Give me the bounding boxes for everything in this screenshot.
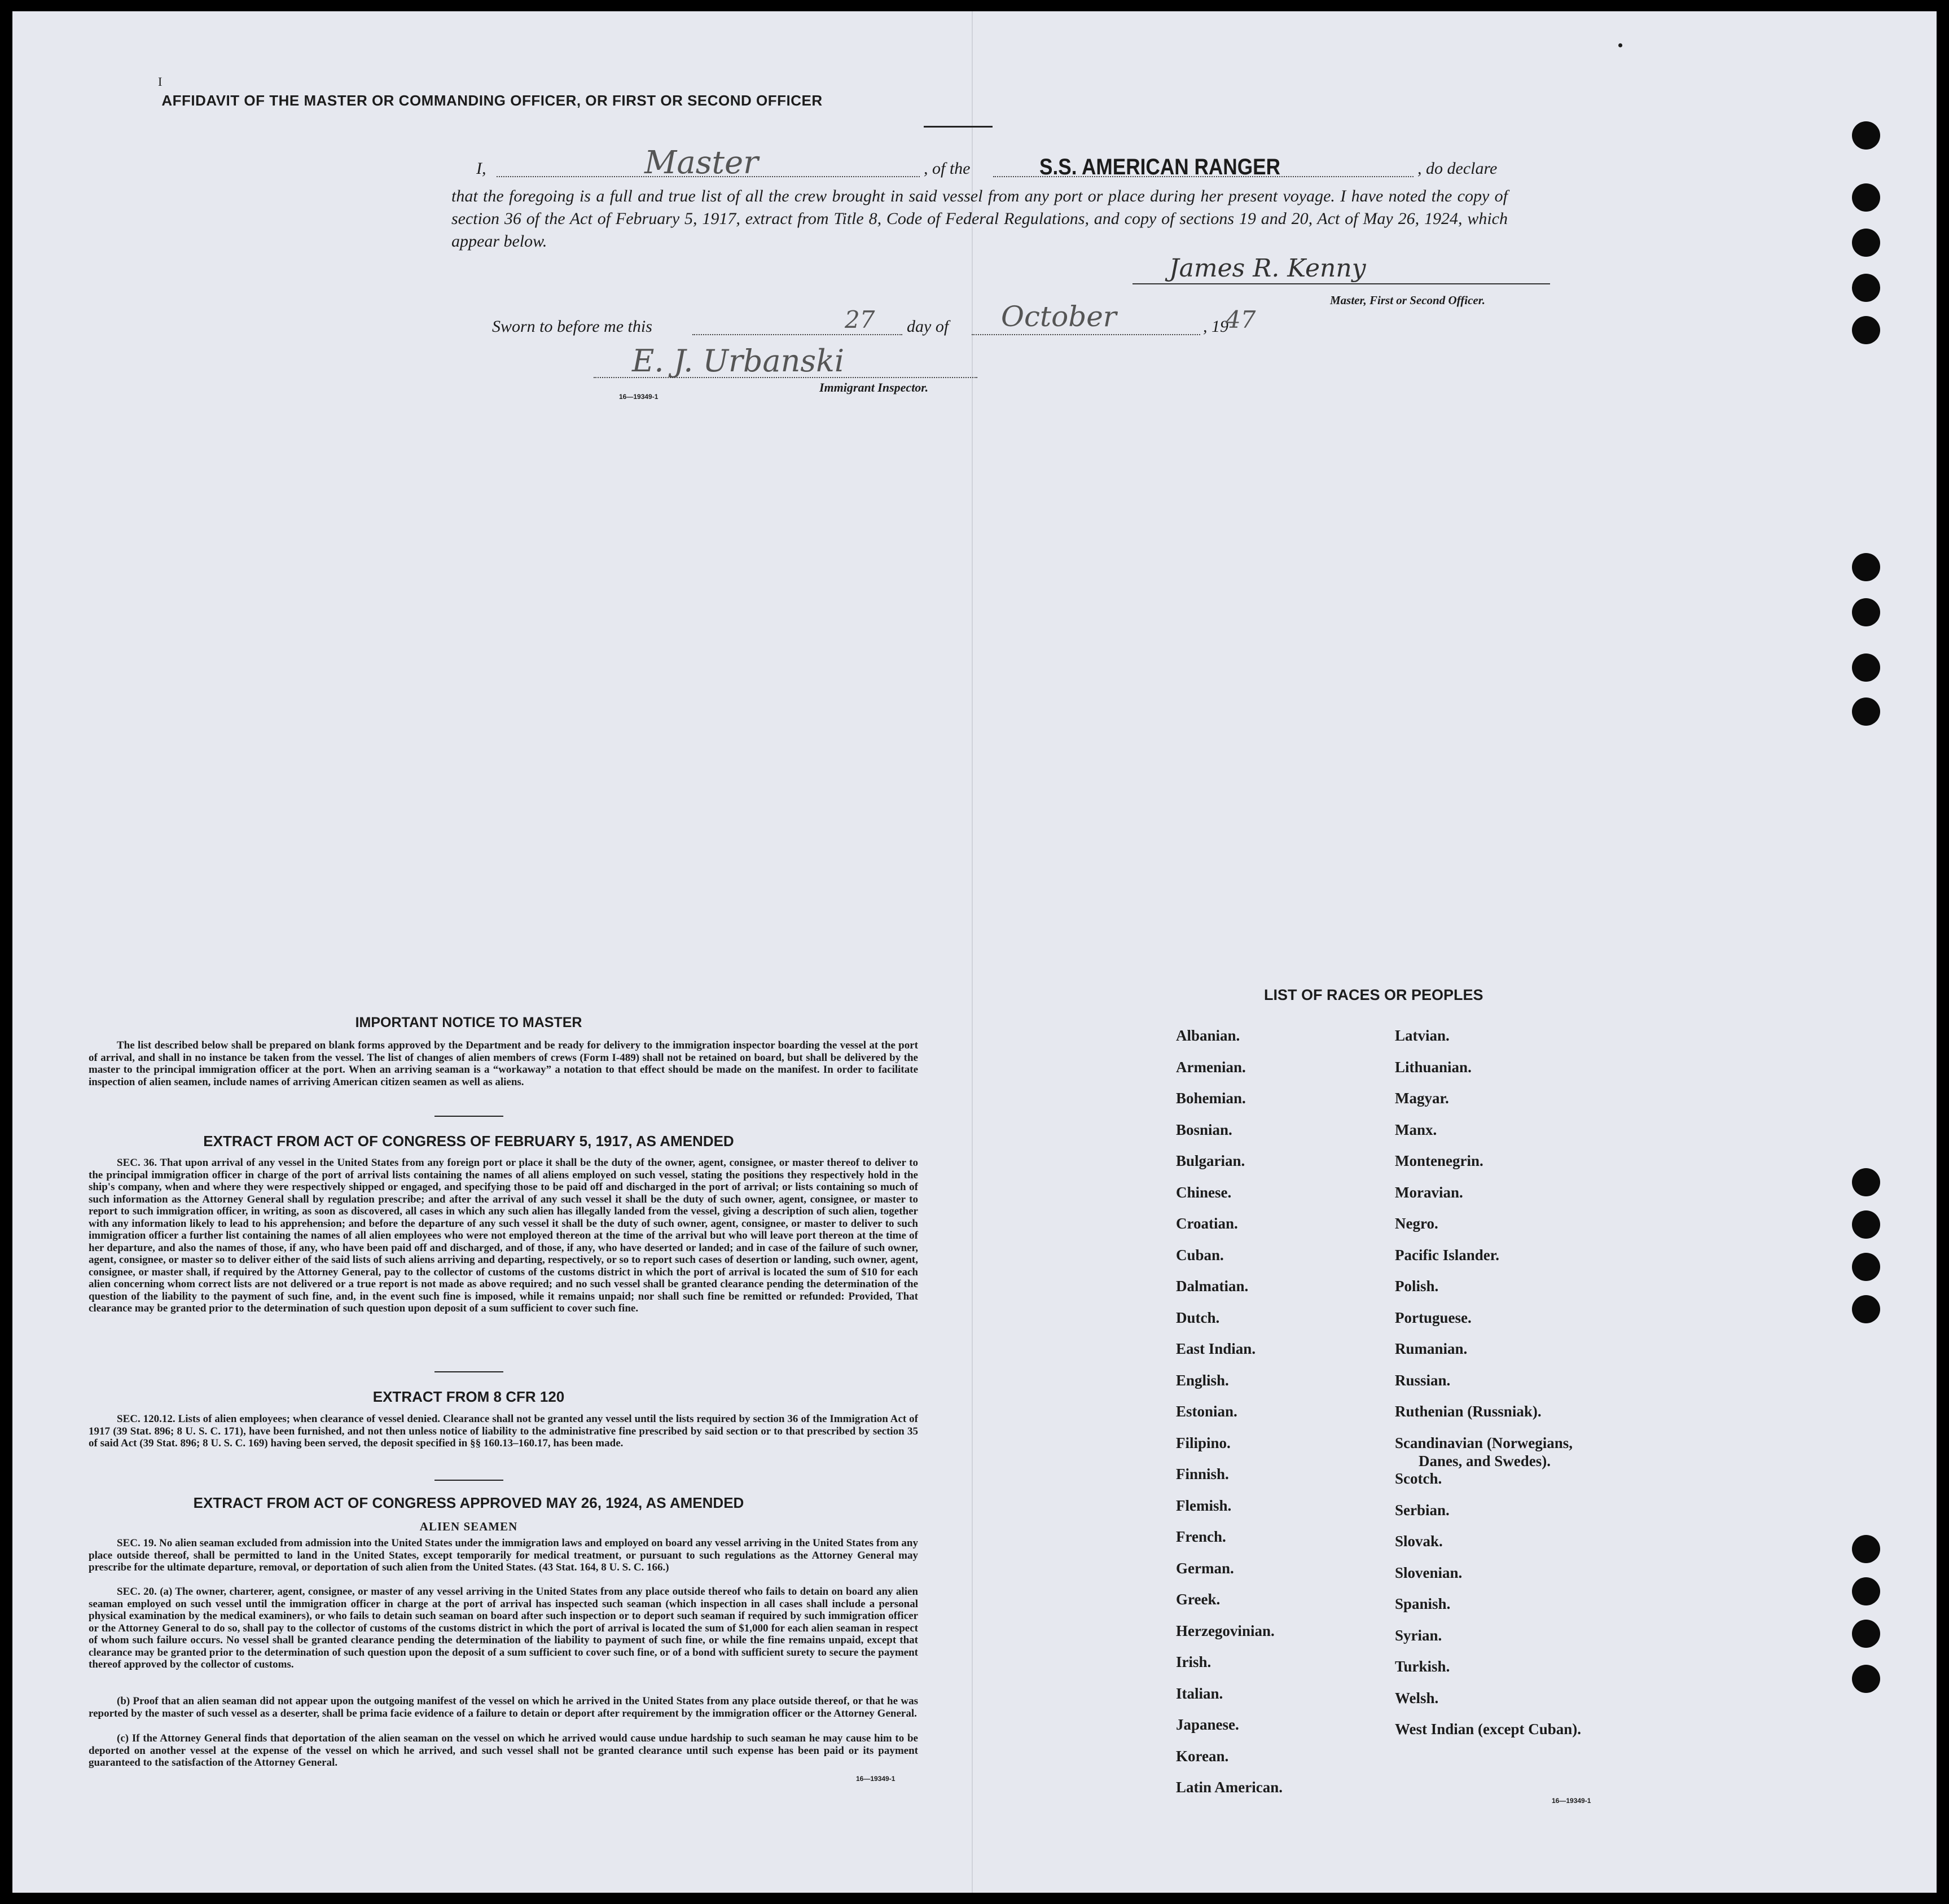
binder-hole xyxy=(1852,121,1880,150)
binder-hole xyxy=(1852,183,1880,212)
form-number-left: 16—19349-1 xyxy=(856,1775,896,1783)
binder-hole xyxy=(1852,1253,1880,1281)
race-item: Welsh. xyxy=(1395,1689,1439,1706)
binder-hole xyxy=(1852,653,1880,682)
race-item: Cuban. xyxy=(1176,1246,1224,1264)
sworn-month-line xyxy=(972,334,1200,335)
race-item: West Indian (except Cuban). xyxy=(1395,1721,1582,1738)
extract-1924-subheading: ALIEN SEAMEN xyxy=(419,1520,518,1533)
of-the-label: , of the xyxy=(924,159,971,178)
binder-hole xyxy=(1852,1577,1880,1605)
race-item: Irish. xyxy=(1176,1653,1211,1670)
race-item: Italian. xyxy=(1176,1684,1223,1702)
race-item: Scotch. xyxy=(1395,1470,1442,1488)
race-item: Flemish. xyxy=(1176,1497,1232,1514)
officer-caption: Master, First or Second Officer. xyxy=(1330,293,1485,307)
vessel-stamp: S.S. AMERICAN RANGER xyxy=(1039,155,1280,179)
affidavit-i: I, xyxy=(476,159,486,178)
officer-signature: James R. Kenny xyxy=(1169,254,1366,283)
extract-1924-sec20b: (b) Proof that an alien seaman did not appear upon the outgoing manifest of the vessel on which he arrived in the United States from any place outside thereof, or that he was reported by the master of such vessel as a deserter, shall be prima facie evidence of a failure to detain or deport after requirement by the immigration officer or the Attorney General. xyxy=(89,1695,918,1719)
race-item: Filipino. xyxy=(1176,1434,1231,1451)
race-item: Montenegrin. xyxy=(1395,1152,1483,1169)
race-item: Bosnian. xyxy=(1176,1121,1232,1138)
page-fold xyxy=(972,11,973,1893)
race-item: Japanese. xyxy=(1176,1716,1239,1733)
notice-rule xyxy=(434,1116,503,1117)
race-item: Bulgarian. xyxy=(1176,1152,1245,1169)
inspector-signature: E. J. Urbanski xyxy=(632,343,845,379)
race-item: East Indian. xyxy=(1176,1340,1256,1357)
extract-cfr-heading: EXTRACT FROM 8 CFR 120 xyxy=(372,1388,565,1405)
race-item: Moravian. xyxy=(1395,1183,1463,1201)
binder-hole xyxy=(1852,1620,1880,1648)
race-item: Scandinavian (Norwegians, xyxy=(1395,1434,1573,1451)
races-heading: LIST OF RACES OR PEOPLES xyxy=(1264,986,1483,1003)
title-rule xyxy=(924,126,993,128)
sworn-year: 47 xyxy=(1226,306,1256,334)
sworn-month: October xyxy=(1001,300,1117,333)
race-item: Polish. xyxy=(1395,1278,1439,1295)
race-item: Korean. xyxy=(1176,1747,1229,1765)
race-item: Latvian. xyxy=(1395,1027,1450,1044)
race-item: Rumanian. xyxy=(1395,1340,1468,1357)
form-number: 16—19349-1 xyxy=(619,393,659,401)
form-number-right: 16—19349-1 xyxy=(1552,1797,1591,1805)
binder-hole xyxy=(1852,1295,1880,1323)
extract-cfr-rule xyxy=(434,1480,503,1481)
binder-hole xyxy=(1852,697,1880,726)
notice-heading: IMPORTANT NOTICE TO MASTER xyxy=(355,1015,582,1030)
sworn-label: Sworn to before me this xyxy=(492,317,652,336)
race-item: Croatian. xyxy=(1176,1215,1238,1232)
race-item: Chinese. xyxy=(1176,1183,1232,1201)
race-item-continuation: Danes, and Swedes). xyxy=(1419,1452,1551,1469)
document-page xyxy=(12,11,1937,1893)
sworn-day: 27 xyxy=(845,306,875,334)
inspector-line xyxy=(594,377,977,378)
race-item: Pacific Islander. xyxy=(1395,1246,1499,1264)
corner-mark: • xyxy=(1618,37,1623,54)
binder-hole xyxy=(1852,229,1880,257)
race-item: Serbian. xyxy=(1395,1501,1450,1519)
race-item: Latin American. xyxy=(1176,1779,1283,1796)
extract-1917-rule xyxy=(434,1371,503,1372)
binder-hole xyxy=(1852,1210,1880,1239)
binder-hole xyxy=(1852,1665,1880,1693)
race-item: German. xyxy=(1176,1559,1234,1577)
race-item: Bohemian. xyxy=(1176,1090,1246,1107)
binder-hole xyxy=(1852,553,1880,581)
signature-line xyxy=(1132,283,1550,284)
binder-hole xyxy=(1852,316,1880,344)
race-item: Slovenian. xyxy=(1395,1564,1463,1581)
binder-hole xyxy=(1852,598,1880,626)
corner-mark: I xyxy=(158,74,163,89)
binder-hole xyxy=(1852,1168,1880,1196)
race-item: Ruthenian (Russniak). xyxy=(1395,1403,1542,1420)
race-item: Herzegovinian. xyxy=(1176,1622,1275,1639)
race-item: English. xyxy=(1176,1371,1229,1389)
affidavit-title: AFFIDAVIT OF THE MASTER OR COMMANDING OFFICER, OR FIRST OR SECOND OFFICER xyxy=(161,92,823,109)
race-item: French. xyxy=(1176,1528,1226,1545)
race-item: Manx. xyxy=(1395,1121,1437,1138)
extract-cfr-body: SEC. 120.12. Lists of alien employees; when clearance of vessel denied. Clearance shall not be granted any vessel until the lists required by section 36 of the Immigration Act of 1917 (39 Stat. 896; 8 U. S. C. 171), have been furnished, and not then unless notice of liability to the administrative fine prescribed by said section or to that prescribed by section 35 of said Act (39 Stat. 896; 8 U. S. C. 169) having been served, the deposit specified in §§ 160.13–160.17, has been made. xyxy=(89,1413,918,1449)
race-item: Armenian. xyxy=(1176,1058,1246,1076)
race-item: Lithuanian. xyxy=(1395,1058,1472,1076)
day-of-label: day of xyxy=(907,317,949,336)
race-item: Magyar. xyxy=(1395,1090,1449,1107)
race-item: Negro. xyxy=(1395,1215,1438,1232)
affidavit-body: that the foregoing is a full and true list of all the crew brought in said vessel from any port or place during her present voyage. I have noted the copy of section 36 of the Act of February 5, 1917, extract from Title 8, Code of Federal Regulations, and copy of sections 19 and 20, Act of May 26, 1924, which appear below. xyxy=(451,187,1508,251)
year-prefix: , 19 xyxy=(1203,317,1228,336)
binder-hole xyxy=(1852,1535,1880,1563)
extract-1924-heading: EXTRACT FROM ACT OF CONGRESS APPROVED MAY 26, 1924, AS AMENDED xyxy=(193,1494,744,1511)
race-item: Portuguese. xyxy=(1395,1309,1472,1326)
notice-body: The list described below shall be prepared on blank forms approved by the Department and be ready for delivery to the immigration inspector boarding the vessel at the port of arrival, and shall in no instance be taken from the vessel. The list of changes of alien members of crews (Form I-489) shall not be retained on board, but shall be delivered by the master to the principal immigration officer at the port. When an arriving seaman is a “workaway” a notation to that effect should be made on the manifest. In order to facilitate inspection of alien seamen, include names of arriving American citizen seamen as well as aliens. xyxy=(89,1039,918,1088)
race-item: Russian. xyxy=(1395,1371,1451,1389)
extract-1917-heading: EXTRACT FROM ACT OF CONGRESS OF FEBRUARY 5, 1917, AS AMENDED xyxy=(203,1133,734,1150)
inspector-caption: Immigrant Inspector. xyxy=(819,380,929,394)
race-item: Spanish. xyxy=(1395,1595,1451,1613)
sworn-day-line xyxy=(692,334,902,335)
race-item: Finnish. xyxy=(1176,1466,1229,1482)
master-handwriting: Master xyxy=(644,144,758,181)
race-item: Dutch. xyxy=(1176,1309,1220,1326)
race-item: Dalmatian. xyxy=(1176,1278,1249,1295)
extract-1924-sec19: SEC. 19. No alien seaman excluded from admission into the United States under the immigration laws and employed on board any vessel arriving in the United States from any place outside thereof, shall be permitted to land in the United States, except temporarily for medical treatment, or pursuant to such regulations as the Attorney General may prescribe for the ultimate departure, removal, or deportation of such alien from the United States. (43 Stat. 164, 8 U. S. C. 166.) xyxy=(89,1537,918,1573)
extract-1924-sec20c: (c) If the Attorney General finds that deportation of the alien seaman on the vessel on which he arrived would cause undue hardship to such seaman he may cause him to be deported on another vessel at the expense of the vessel on which he arrived, and such vessel shall not be granted clearance until such expense has been paid or its payment guaranteed to the satisfaction of the Attorney General. xyxy=(89,1732,918,1769)
extract-1917-body: SEC. 36. That upon arrival of any vessel in the United States from any foreign port or place it shall be the duty of the owner, agent, consignee, or master thereof to deliver to the principal immigration officer in charge of the port of arrival lists containing the names of all aliens employed on such vessel, stating the positions they respectively hold in the ship's company, when and where they were respectively shipped or engaged, and specifying those to be paid off and discharged in the port of arrival; or lists containing so much of such information as the Attorney General shall by regulation prescribe; and after the arrival of any such vessel it shall be the duty of such owner, agent, consignee, or master to report to such immigration officer, in writing, as soon as discovered, all cases in which any such alien has illegally landed from the vessel, giving a description of such alien, together with any information likely to lead to his apprehension; and before the departure of any such vessel it shall be the duty of such owner, agent, consignee, or master to deliver to such immigration officer a further list containing the names of all alien employees who were not employed thereon at the time of the arrival but who will leave port thereon at the time of her departure, and also the names of those, if any, who have been paid off and discharged, and of those, if any, who have deserted or landed; and in case of the failure of such owner, agent, consignee, or master so to deliver either of the said lists of such aliens arriving and departing, respectively, or so to report such cases of desertion or landing, such owner, agent, consignee, or master shall, if required by the Attorney General, pay to the collector of customs of the customs district in which the port of arrival is located the sum of $10 for each alien concerning whom correct lists are not delivered or a true report is not made as above required; and no such vessel shall be granted clearance pending the determination of the question of the liability to the payment of such fine, and, in the event such fine is imposed, while it remains unpaid; nor shall such fine be remitted or refunded: Provided, That clearance may be granted prior to the determination of such question upon deposit of a sum sufficient to cover such fine. xyxy=(89,1157,918,1314)
binder-hole xyxy=(1852,274,1880,302)
race-item: Estonian. xyxy=(1176,1403,1237,1420)
race-item: Albanian. xyxy=(1176,1027,1240,1044)
race-item: Greek. xyxy=(1176,1591,1221,1608)
race-item: Turkish. xyxy=(1395,1658,1450,1675)
extract-1924-sec20a: SEC. 20. (a) The owner, charterer, agent, consignee, or master of any vessel arriving in the United States from any place outside thereof who fails to detain on board any alien seaman employed on such vessel until the immigration officer in charge at the port of arrival has inspected such seaman (which inspection in all cases shall include a personal physical examination by the medical examiners), or who fails to detain such seaman on board after such inspection or to deport such seaman if required by such immigration officer or the Attorney General to do so, shall pay to the collector of customs of the customs district in which the port of arrival is located the sum of $1,000 for each alien seaman in respect of whom such failure occurs. No vessel shall be granted clearance pending the determination of the liability to payment of such fine, or while the fine remains unpaid, except that clearance may be granted prior to the determination of such question upon the deposit of a sum sufficient to cover such fine, or of a bond with sufficient surety to secure the payment thereof approved by the collector of customs. xyxy=(89,1586,918,1670)
do-declare-label: , do declare xyxy=(1417,159,1498,178)
race-item: Syrian. xyxy=(1395,1626,1442,1644)
race-item: Slovak. xyxy=(1395,1533,1443,1550)
